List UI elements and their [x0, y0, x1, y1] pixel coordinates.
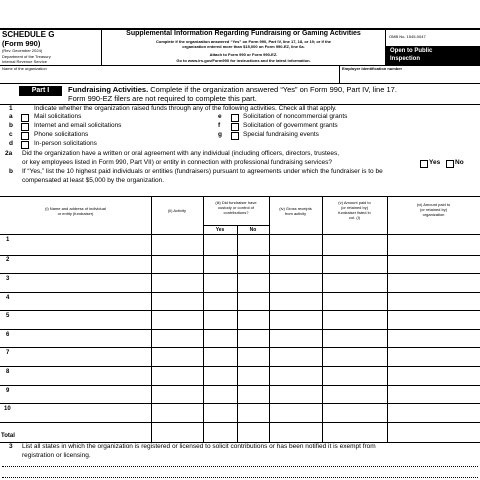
special-events-checkbox[interactable]: [231, 132, 239, 140]
part1-badge: Part I: [19, 86, 62, 96]
row-number-7: 7: [6, 350, 10, 356]
subtitle-line-4: Go to www.irs.gov/Form990 for instructions and the latest information.: [176, 58, 311, 63]
in-person-label: In-person solicitations: [34, 140, 97, 147]
dept-line-1: Department of the Treasury: [2, 54, 51, 59]
col-iii-header-line-2: custody or control of: [217, 205, 255, 210]
row-rule-5: [0, 329, 480, 330]
row-number-8: 8: [6, 369, 10, 375]
in-person-checkbox[interactable]: [21, 141, 29, 149]
col-vi-header: [387, 202, 480, 217]
row-number-3: 3: [6, 276, 10, 282]
total-label: Total: [1, 433, 15, 439]
table-header-bottom-rule: [0, 234, 480, 235]
col-iv-header-line-2: from activity: [284, 211, 307, 216]
line2b-text-2: compensated at least $5,000 by the organization.: [22, 177, 165, 184]
row-number-6: 6: [6, 332, 10, 338]
subtitle-line-3: Attach to Form 990 or Form 990-EZ.: [209, 52, 278, 57]
internet-email-label: Internet and email solicitations: [34, 122, 122, 129]
government-grants-label: Solicitation of government grants: [243, 122, 338, 129]
row-rule-8: [0, 385, 480, 386]
noncommercial-grants-checkbox[interactable]: [231, 114, 239, 122]
line2a-text-1: Did the organization have a written or oral agreement with any individual (including officers, directors, trustees,: [22, 150, 340, 157]
open-to-public-line-2: Inspection: [390, 56, 421, 62]
table-col-divider-3: [269, 196, 270, 442]
col-vi-header-line-2: (or retained by): [419, 207, 448, 212]
part1-title: Fundraising Activities.: [68, 85, 149, 94]
row-number-10: 10: [4, 406, 11, 412]
line3-entry-line-1[interactable]: [2, 466, 478, 467]
line1e-letter: e: [218, 113, 222, 120]
form-label: (Form 990): [2, 39, 41, 48]
line3-entry-line-2[interactable]: [2, 477, 478, 478]
col-i-header-line-2: or entity (fundraiser): [57, 211, 94, 216]
row-rule-3: [0, 292, 480, 293]
line3-text-2: registration or licensing.: [22, 452, 91, 459]
line2a-yes-checkbox[interactable]: [420, 160, 428, 168]
line3-number: 3: [9, 443, 13, 450]
row-rule-9: [0, 403, 480, 404]
line2a-no-checkbox[interactable]: [446, 160, 454, 168]
col-iii-header-line-3: contributions?: [223, 210, 249, 215]
col-iii-yes-label: Yes: [215, 227, 225, 233]
row-rule-4: [0, 310, 480, 311]
line1-text: Indicate whether the organization raised funds through any of the following activities. Check all that apply.: [34, 105, 337, 112]
line2b-text-1: If “Yes,” list the 10 highest paid individuals or entities (fundraisers) pursuant to agreements under which the fundraiser is to be: [22, 168, 383, 175]
org-name-field[interactable]: [2, 72, 336, 82]
line1g-letter: g: [218, 131, 222, 138]
part1-desc-1: Complete if the organization answered “Yes” on Form 990, Part IV, line 17.: [148, 85, 397, 94]
schedule-title: SCHEDULE G: [2, 30, 55, 39]
col-vi-header-line-1: (vi) Amount paid to: [416, 202, 451, 207]
yes-no-top-rule: [203, 225, 269, 226]
row-number-1: 1: [6, 237, 10, 243]
col-iii-header-line-1: (iii) Did fundraiser have: [215, 200, 257, 205]
dept-line-2: Internal Revenue Service: [2, 59, 47, 64]
col-i-header: [0, 206, 151, 216]
col-iii-no-label: No: [249, 227, 257, 233]
subtitle-line-2: organization entered more than $15,000 on Form 990-EZ, line 6a.: [182, 44, 305, 49]
col-v-header: [322, 200, 387, 220]
line2a-number: 2a: [5, 150, 13, 157]
row-rule-2: [0, 273, 480, 274]
table-yes-no-divider: [237, 225, 238, 442]
ein-label: Employer identification number: [342, 66, 403, 71]
header-bottom-rule: [0, 65, 480, 66]
row-rule-10: [0, 422, 480, 423]
subtitle-line-1: Complete if the organization answered “Yes” on Form 990, Part IV, line 17, 18, or 19; or if the: [155, 39, 331, 44]
row-rule-7: [0, 366, 480, 367]
row-number-5: 5: [6, 313, 10, 319]
line1c-letter: c: [9, 131, 13, 138]
row-rule-6: [0, 347, 480, 348]
line2b-letter: b: [9, 168, 13, 175]
phone-solicitations-checkbox[interactable]: [21, 132, 29, 140]
line2a-no-label: No: [455, 159, 464, 166]
col-i-header-line-1: (i) Name and address of individual: [45, 206, 106, 211]
phone-solicitations-label: Phone solicitations: [34, 131, 89, 138]
line1a-letter: a: [9, 113, 13, 120]
line3-text-1: List all states in which the organization is registered or licensed to solicit contributions or has been notified it is exempt from: [22, 443, 376, 450]
government-grants-checkbox[interactable]: [231, 123, 239, 131]
col-iii-header: [203, 200, 269, 215]
open-to-public-line-1: Open to Public: [390, 48, 433, 54]
line1d-letter: d: [9, 140, 13, 147]
ein-divider: [339, 65, 340, 83]
col-ii-header: (ii) Activity: [168, 208, 186, 213]
ein-field[interactable]: [342, 72, 478, 82]
row-number-9: 9: [6, 388, 10, 394]
col-v-header-line-4: col. (i): [349, 215, 360, 220]
special-events-label: Special fundraising events: [243, 131, 319, 138]
rev-date: (Rev. December 2024): [2, 48, 43, 53]
part1-desc-2: Form 990-EZ filers are not required to complete this part.: [68, 94, 257, 103]
part1-top-rule: [0, 83, 480, 84]
col-v-header-line-3: fundraiser listed in: [338, 210, 371, 215]
line1-number: 1: [9, 105, 13, 112]
internet-email-checkbox[interactable]: [21, 123, 29, 131]
noncommercial-grants-label: Solicitation of noncommercial grants: [243, 113, 348, 120]
table-col-divider-1: [151, 196, 152, 442]
main-title: Supplemental Information Regarding Fundraising or Gaming Activities: [126, 30, 361, 37]
table-top-rule: [0, 196, 480, 197]
line1f-letter: f: [218, 122, 221, 129]
table-col-divider-5: [387, 196, 388, 442]
line2a-text-2: or key employees listed in Form 990, Part VII) or entity in connection with professional fundraising services?: [22, 159, 332, 166]
col-v-header-line-2: (or retained by): [340, 205, 369, 210]
part1-heading: [68, 85, 397, 94]
line1b-letter: b: [9, 122, 13, 129]
col-vi-header-line-3: organization: [422, 212, 445, 217]
open-to-public-badge: [385, 46, 480, 65]
line2a-yes-label: Yes: [429, 159, 441, 166]
row-number-2: 2: [6, 257, 10, 263]
row-number-4: 4: [6, 295, 10, 301]
org-name-label: Name of the organization: [2, 66, 47, 71]
row-rule-1: [0, 255, 480, 256]
mail-solicitations-checkbox[interactable]: [21, 114, 29, 122]
omb-number: OMB No. 1545-0047: [389, 34, 426, 39]
mail-solicitations-label: Mail solicitations: [34, 113, 82, 120]
col-iv-header-line-1: (iv) Gross receipts: [279, 206, 312, 211]
table-col-divider-4: [322, 196, 323, 442]
col-iv-header: [269, 206, 322, 216]
col-v-header-line-1: (v) Amount paid to: [338, 200, 371, 205]
